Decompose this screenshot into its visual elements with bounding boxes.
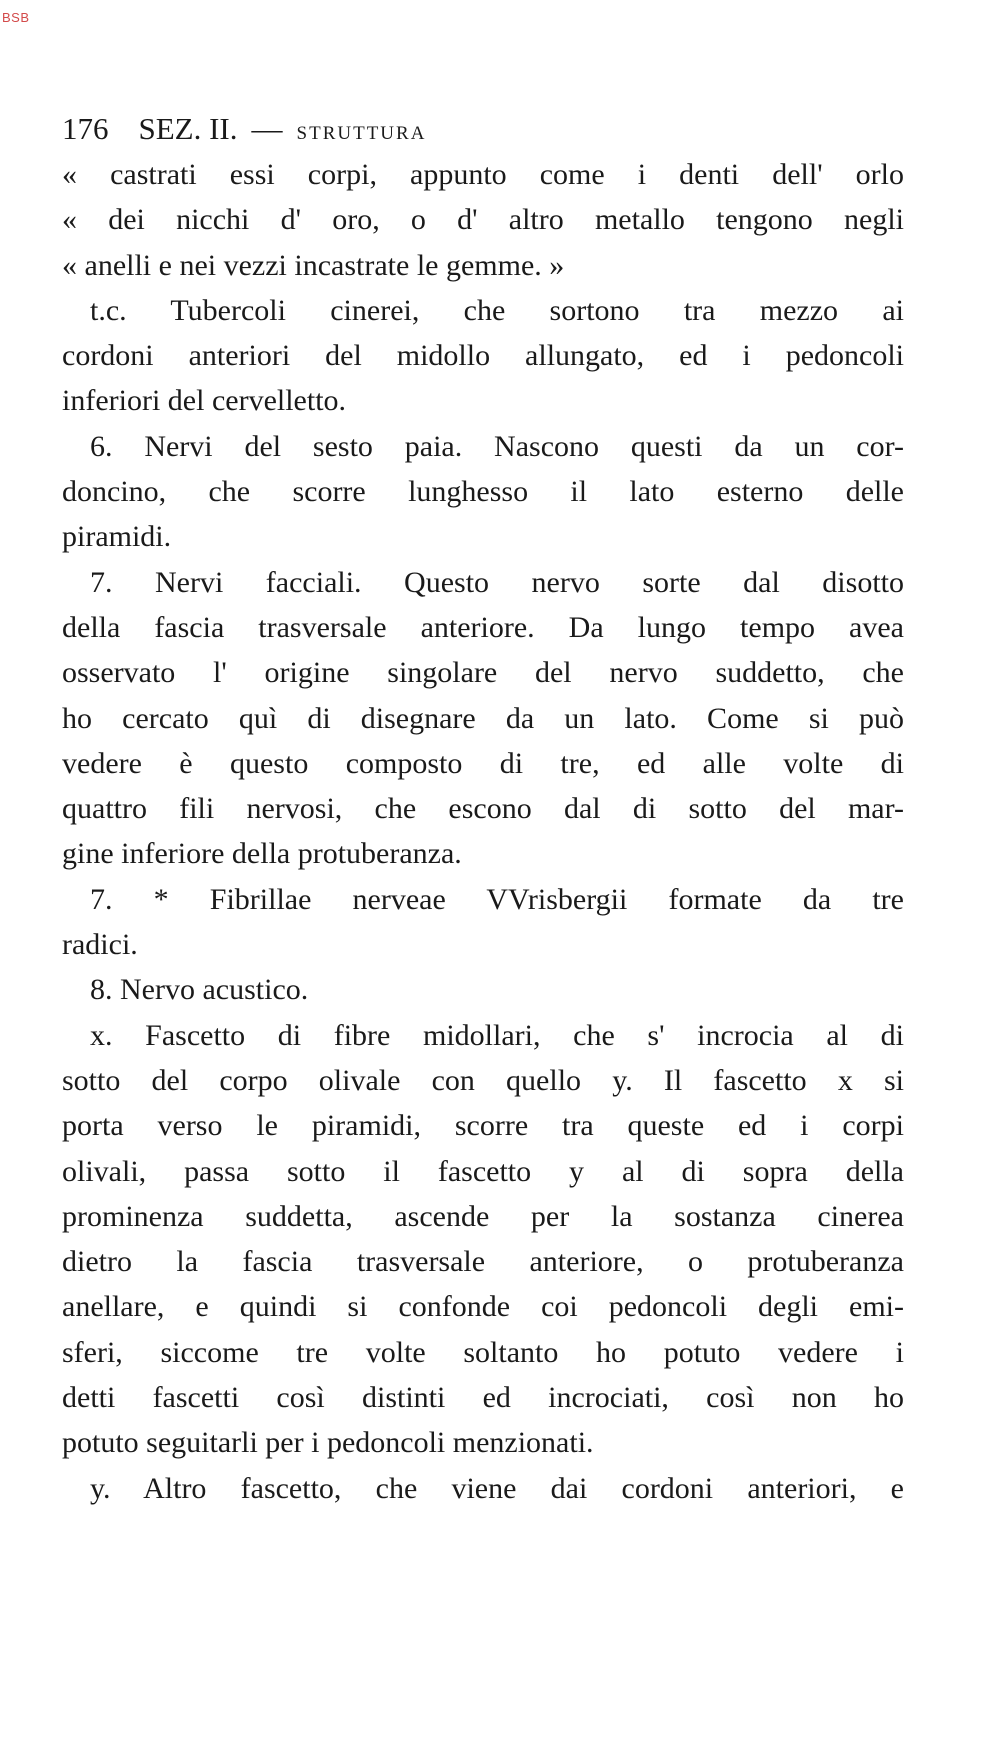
text-line: osservato l' origine singolare del nervo suddetto, che <box>62 656 904 690</box>
text-line: sferi, siccome tre volte soltanto ho potuto vedere i <box>62 1335 904 1369</box>
section-label: SEZ. II. <box>138 111 238 146</box>
text-line: 8. Nervo acustico. <box>90 973 309 1007</box>
text-line: anellare, e quindi si confonde coi pedoncoli degli emi- <box>62 1290 904 1324</box>
text-line: « dei nicchi d' oro, o d' altro metallo tengono negli <box>62 203 904 237</box>
text-line: 7. Nervi facciali. Questo nervo sorte dal disotto <box>90 565 904 599</box>
text-line: prominenza suddetta, ascende per la sostanza cinerea <box>62 1199 904 1233</box>
body-text <box>62 152 904 1511</box>
text-line: inferiori del cervelletto. <box>62 384 347 418</box>
text-line: x. Fascetto di fibre midollari, che s' incrocia al di <box>90 1018 904 1052</box>
text-line: radici. <box>62 928 138 962</box>
text-line: della fascia trasversale anteriore. Da lungo tempo avea <box>62 610 904 644</box>
library-watermark: BSB <box>2 10 30 25</box>
text-line: gine inferiore della protuberanza. <box>62 837 462 871</box>
text-line: 7. * Fibrillae nerveae VVrisbergii formate da tre <box>90 882 904 916</box>
page-number: 176 <box>62 111 109 146</box>
text-line: doncino, che scorre lunghesso il lato esterno delle <box>62 475 904 509</box>
text-line: cordoni anteriori del midollo allungato, ed i pedoncoli <box>62 339 904 373</box>
header-dash: — <box>251 111 283 146</box>
text-line: olivali, passa sotto il fascetto y al di sopra della <box>62 1154 904 1188</box>
text-line: y. Altro fascetto, che viene dai cordoni anteriori, e <box>90 1471 904 1505</box>
text-line: porta verso le piramidi, scorre tra queste ed i corpi <box>62 1109 904 1143</box>
text-line: 6. Nervi del sesto paia. Nascono questi da un cor- <box>90 429 904 463</box>
text-line: vedere è questo composto di tre, ed alle volte di <box>62 746 904 780</box>
text-line: quattro fili nervosi, che escono dal di sotto del mar- <box>62 792 904 826</box>
text-line: dietro la fascia trasversale anteriore, o protuberanza <box>62 1245 904 1279</box>
text-line: « castrati essi corpi, appunto come i denti dell' orlo <box>62 158 904 191</box>
running-title: STRUTTURA <box>296 123 427 144</box>
running-header <box>62 110 426 153</box>
text-line: detti fascetti così distinti ed incrociati, così non ho <box>62 1381 904 1415</box>
text-line: piramidi. <box>62 520 172 554</box>
text-line: sotto del corpo olivale con quello y. Il fascetto x si <box>62 1063 904 1097</box>
text-line: « anelli e nei vezzi incastrate le gemme. » <box>62 248 565 282</box>
text-line: potuto seguitarli per i pedoncoli menzionati. <box>62 1426 594 1460</box>
text-line: ho cercato quì di disegnare da un lato. Come si può <box>62 701 904 735</box>
text-line: t.c. Tubercoli cinerei, che sortono tra mezzo ai <box>90 293 904 327</box>
